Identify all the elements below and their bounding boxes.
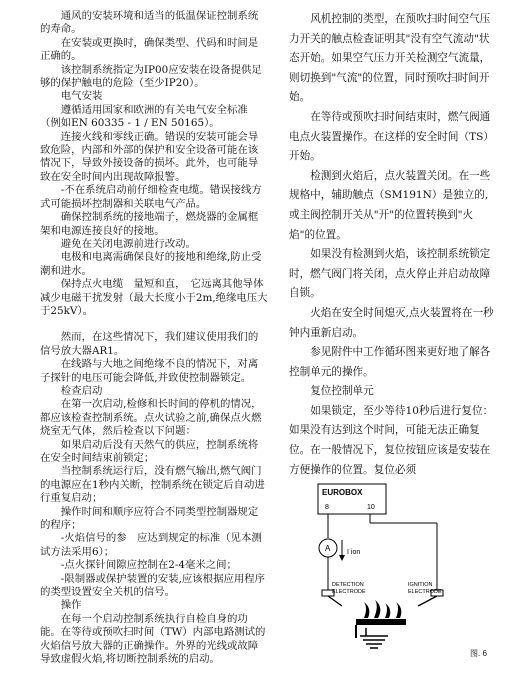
paragraph: 在线路与大地之间绝缘不良的情况下，对离子探针的电压可能会降低,并致使控制器锁定。 bbox=[40, 358, 259, 384]
arrow-head-icon bbox=[339, 555, 345, 561]
paragraph: 如果没有检测到火焰，该控制系统锁定时，燃气阀门将关闭，点火停止并启动故障自锁。 bbox=[289, 248, 491, 300]
paragraph: 保持点火电缆 量短和直， 它远离其他导体减少电磁干扰发射（最大长度小于2m,绝缘电压大于25kV）。 bbox=[40, 278, 268, 317]
paragraph: 确保控制系统的接地端子，燃烧器的金属框架和电源连接良好的接地。 bbox=[40, 211, 259, 237]
section-heading: 电气安装 bbox=[60, 90, 103, 103]
eurobox-label: EUROBOX bbox=[322, 488, 363, 497]
detection-electrode-icon bbox=[328, 596, 342, 606]
paragraph: 如果锁定，至少等待10秒后进行复位：如果没有达到这个时间，可能无法正确复位。在一般情况下，复位按钮应该是安装在方便操作的位置。复位必须 bbox=[289, 404, 494, 476]
paragraph: 连接火线和零线正确。错误的安装可能会导致危险，内部和外部的保护和安全设备可能在该情况下，导致外接设备的损坏。此外，也可能导致在安全时间内出现故障报警。 bbox=[40, 130, 259, 183]
paragraph: 该控制系统指定为IP00应安装在设备提供足够的保护触电的危险（至少IP20）。 bbox=[40, 63, 262, 90]
wiring-diagram bbox=[312, 478, 490, 668]
left-column bbox=[40, 10, 268, 667]
ignition-electrode-icon bbox=[418, 596, 437, 606]
ignition-label: ELECTRODE bbox=[408, 589, 442, 595]
ground-icon bbox=[360, 628, 388, 648]
current-label: I ion bbox=[347, 549, 361, 556]
paragraph: 操作时间和顺序应符合不同类型控制器规定的程序； bbox=[40, 505, 259, 532]
paragraph: 然而，在这些情况下，我们建议使用我们的信号放大器AR1。 bbox=[40, 331, 259, 357]
terminal-8-label: 8 bbox=[325, 504, 329, 511]
section-heading: 操作 bbox=[60, 599, 82, 612]
flame-icon bbox=[364, 600, 401, 618]
paragraph: 如果启动后没有天然气的供应，控制系统将在安全时间结束前锁定； bbox=[40, 438, 259, 464]
ignition-label: IGNITION bbox=[408, 582, 433, 588]
paragraph: 电极和电离需确保良好的接地和绝缘,防止受潮和进水。 bbox=[40, 251, 262, 277]
section-heading: 检查启动 bbox=[60, 384, 103, 397]
paragraph: 风机控制的类型，在预吹扫时间空气压力开关的触点检查证明其"没有空气流动"状态开始。如果空气压力开关检测空气流量，则切换到"气流"的位置，同时预吹扫时间开始。 bbox=[289, 13, 491, 104]
terminal-10-label: 10 bbox=[367, 504, 375, 511]
list-item: -火焰信号的参 应达到规定的标准（见本测试方法采用6）； bbox=[40, 532, 262, 558]
section-heading: 复位控制单元 bbox=[310, 385, 374, 398]
detection-label: DETECTION bbox=[332, 582, 364, 588]
detection-label: ELECTRODE bbox=[332, 589, 366, 595]
list-item: -点火探针间隙应控制在2-4毫米之间； bbox=[60, 559, 237, 572]
paragraph: 检测到火焰后，点火装置关闭。在一些规格中，辅助触点（SM191N）是独立的,或主阀控制开关从"开"的位置转换到"火焰"的位置。 bbox=[289, 169, 491, 241]
burner-icon bbox=[356, 619, 406, 625]
figure-caption: 图. 6 bbox=[470, 649, 487, 658]
paragraph: 当控制系统运行后，没有燃气输出,燃气阀门的电源应在1秒内关断，控制系统在锁定后自动进行重复启动； bbox=[40, 465, 265, 505]
paragraph: 避免在关闭电源前进行改动。 bbox=[60, 237, 196, 250]
paragraph: 火焰在安全时间熄灭,点火装置将在一秒钟内重新启动。 bbox=[289, 306, 494, 339]
paragraph: 在等待或预吹扫时间结束时，燃气阀通电点火装置操作。在这样的安全时间（TS）开始。 bbox=[289, 110, 495, 163]
paragraph: -不在系统启动前仔细检查电缆。错误接线方式可能损坏控制器和关联电气产品。 bbox=[40, 184, 262, 210]
paragraph: 在第一次启动,检修和长时间的停机的情况，都应该检查控制系统。点火试验之前,确保点火燃烧室无气体，然后检查以下问题： bbox=[40, 398, 262, 438]
paragraph: 遵循适用国家和欧洲的有关电气安全标准（例如EN 60335 - 1 / EN 50165）。 bbox=[40, 103, 248, 130]
list-item: -限制器或保护装置的安装,应该根据应用程序的类型设置安全关机的信号。 bbox=[40, 572, 266, 599]
paragraph: 参见附件中工作循环图来更好地了解各控制单元的操作。 bbox=[289, 346, 491, 378]
paragraph: 通风的安装环境和适当的低温保证控制系统的寿命。 bbox=[40, 10, 259, 36]
paragraph: 在安装或更换时，确保类型、代码和时间是正确的。 bbox=[40, 36, 259, 63]
paragraph: 在每一个启动控制系统执行自检自身的功能。在等待或预吹扫时间（TW）内部电路测试的火焰信号放大器的正确操作。外界的光线或故障导致虚假火焰,将切断控制系统的启动。 bbox=[40, 612, 266, 666]
right-column bbox=[289, 10, 497, 480]
ammeter-label: A bbox=[325, 544, 331, 553]
